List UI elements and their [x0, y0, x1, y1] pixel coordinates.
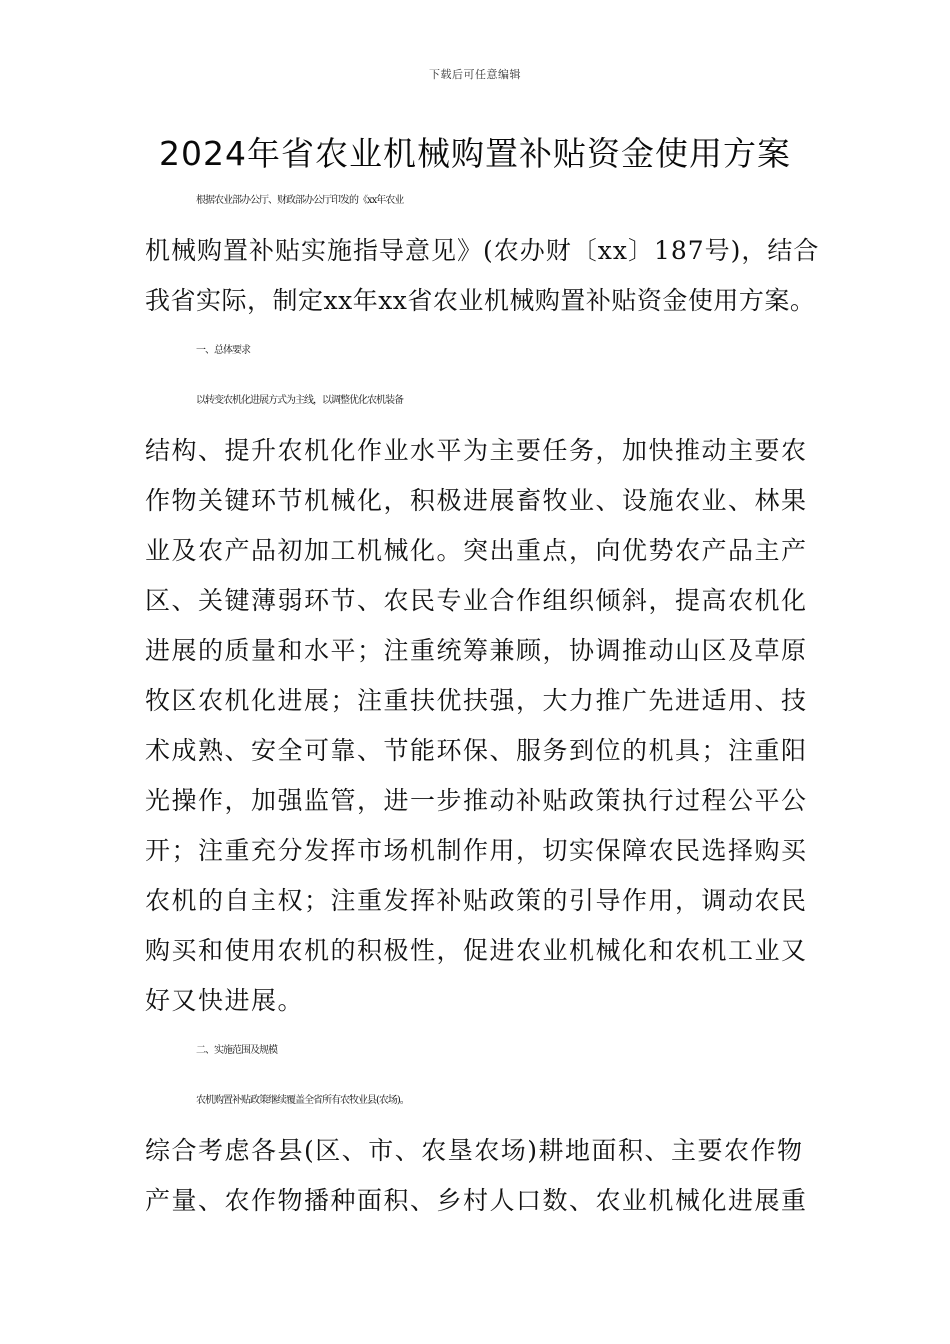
document-title: 2024年省农业机械购置补贴资金使用方案	[159, 134, 791, 173]
header-note: 下载后可任意编辑	[429, 68, 521, 81]
body-line: 以转变农机化进展方式为主线，以调整优化农机装备	[196, 395, 403, 406]
body-line: 我省实际，制定xx年xx省农业机械购置补贴资金使用方案。	[145, 286, 816, 315]
body-line: 农机购置补贴政策继续覆盖全省所有农牧业县(农场)。	[196, 1095, 409, 1106]
body-line: 开；注重充分发挥市场机制作用，切实保障农民选择购买	[145, 836, 808, 865]
body-line: 综合考虑各县(区、市、农垦农场)耕地面积、主要农作物	[145, 1136, 804, 1165]
body-line: 根据农业部办公厅、财政部办公厅印发的《xx年农业	[196, 195, 404, 206]
body-line: 农机的自主权；注重发挥补贴政策的引导作用，调动农民	[145, 886, 808, 915]
section-heading: 二、实施范围及规模	[196, 1045, 277, 1056]
body-line: 业及农产品初加工机械化。突出重点，向优势农产品主产	[145, 536, 808, 565]
body-line: 结构、提升农机化作业水平为主要任务，加快推动主要农	[145, 436, 808, 465]
body-line: 进展的质量和水平；注重统筹兼顾，协调推动山区及草原	[145, 636, 808, 665]
section-heading: 一、总体要求	[196, 345, 250, 356]
body-line: 区、关键薄弱环节、农民专业合作组织倾斜，提高农机化	[145, 586, 808, 615]
body-line: 产量、农作物播种面积、乡村人口数、农业机械化进展重	[145, 1186, 808, 1215]
body-line: 作物关键环节机械化，积极进展畜牧业、设施农业、林果	[145, 486, 808, 515]
body-line: 购买和使用农机的积极性，促进农业机械化和农机工业又	[145, 936, 808, 965]
body-line: 术成熟、安全可靠、节能环保、服务到位的机具；注重阳	[145, 736, 808, 765]
body-line: 好又快进展。	[145, 986, 305, 1015]
body-line: 光操作，加强监管，进一步推动补贴政策执行过程公平公	[145, 786, 808, 815]
body-line: 牧区农机化进展；注重扶优扶强，大力推广先进适用、技	[145, 686, 808, 715]
body-line: 机械购置补贴实施指导意见》(农办财〔xx〕187号)，结合	[145, 236, 820, 265]
